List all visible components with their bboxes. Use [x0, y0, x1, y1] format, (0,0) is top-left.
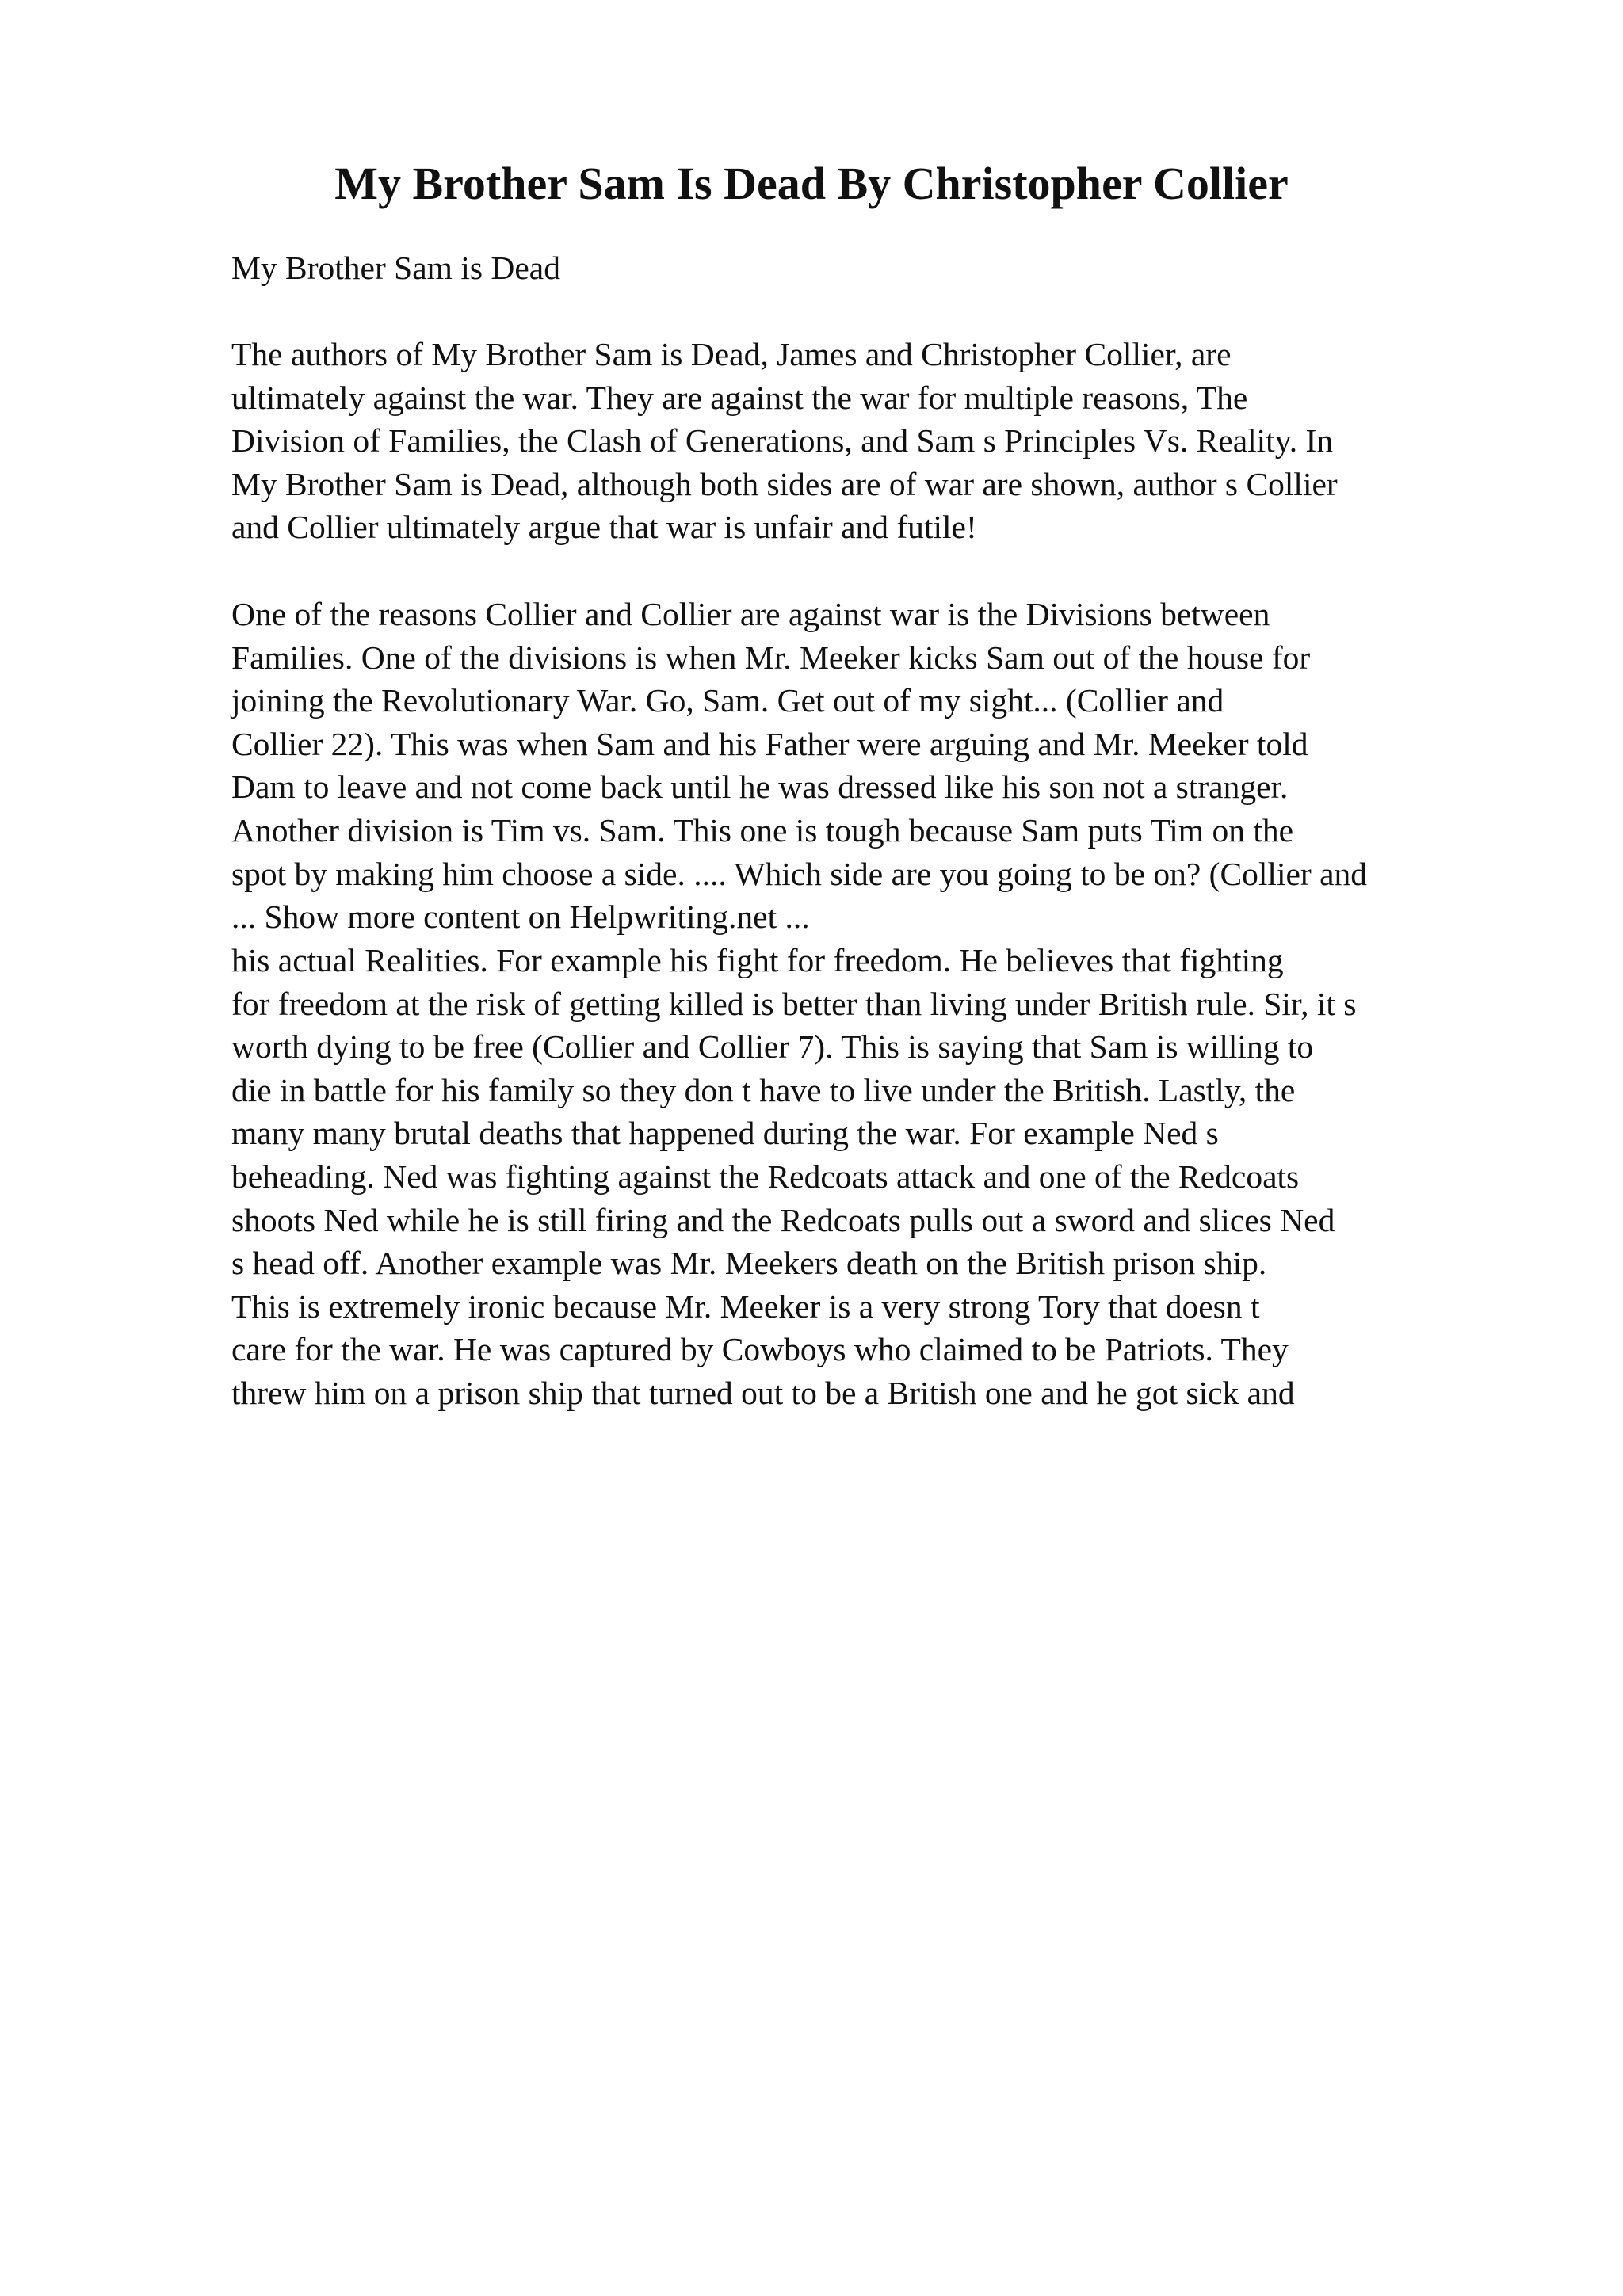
paragraph-2-line: joining the Revolutionary War. Go, Sam. Get out of my sight... (Collier and — [231, 682, 1224, 719]
paragraph-3-line: die in battle for his family so they don t have to live under the British. Lastly, the — [231, 1071, 1296, 1108]
paragraph-1-line: ultimately against the war. They are against the war for multiple reasons, The — [231, 379, 1248, 416]
paragraph-3-line: care for the war. He was captured by Cowboys who claimed to be Patriots. They — [231, 1331, 1289, 1368]
paragraph-2-line: Another division is Tim vs. Sam. This one is tough because Sam puts Tim on the — [231, 811, 1294, 849]
paragraph-3-line: s head off. Another example was Mr. Meekers death on the British prison ship. — [231, 1245, 1267, 1282]
paragraph-2-line: Families. One of the divisions is when Mr. Meeker kicks Sam out of the house for — [231, 639, 1311, 676]
paragraph-3-line: for freedom at the risk of getting killed is better than living under British rule. Sir, it s — [231, 985, 1357, 1022]
paragraph-2 — [231, 593, 1610, 939]
show-more-content-line: ... Show more content on Helpwriting.net ... — [231, 898, 810, 936]
paragraph-3-line: beheading. Ned was fighting against the Redcoats attack and one of the Redcoats — [231, 1158, 1300, 1195]
document-title: My Brother Sam Is Dead By Christopher Collier — [334, 158, 1289, 209]
paragraph-2-line: spot by making him choose a side. .... Which side are you going to be on? (Collier and — [231, 855, 1368, 892]
paragraph-3-line: This is extremely ironic because Mr. Meeker is a very strong Tory that doesn t — [231, 1287, 1260, 1325]
paragraph-1-line: My Brother Sam is Dead, although both sides are of war are shown, author s Collier — [231, 465, 1338, 502]
paragraph-1-line: The authors of My Brother Sam is Dead, James and Christopher Collier, are — [231, 336, 1232, 372]
paragraph-1-line: and Collier ultimately argue that war is unfair and futile! — [231, 509, 977, 546]
paragraph-3-line: his actual Realities. For example his fight for freedom. He believes that fighting — [231, 942, 1284, 978]
paragraph-1-line: Division of Families, the Clash of Generations, and Sam s Principles Vs. Reality. In — [231, 422, 1334, 460]
document-subtitle: My Brother Sam is Dead — [231, 250, 560, 286]
paragraph-3-line: worth dying to be free (Collier and Collier 7). This is saying that Sam is willing to — [231, 1028, 1314, 1066]
paragraph-2-line: One of the reasons Collier and Collier are against war is the Divisions between — [231, 596, 1270, 632]
paragraph-3 — [231, 939, 1610, 1415]
paragraph-3-line: many many brutal deaths that happened during the war. For example Ned s — [231, 1115, 1219, 1152]
paragraph-3-line: shoots Ned while he is still firing and the Redcoats pulls out a sword and slices Ned — [231, 1201, 1335, 1238]
paragraph-3-line: threw him on a prison ship that turned out to be a British one and he got sick and — [231, 1374, 1295, 1411]
paragraph-2-line: Dam to leave and not come back until he was dressed like his son not a stranger. — [231, 769, 1289, 806]
paragraph-2-line: Collier 22). This was when Sam and his Father were arguing and Mr. Meeker told — [231, 725, 1308, 762]
paragraph-1 — [231, 333, 1610, 549]
